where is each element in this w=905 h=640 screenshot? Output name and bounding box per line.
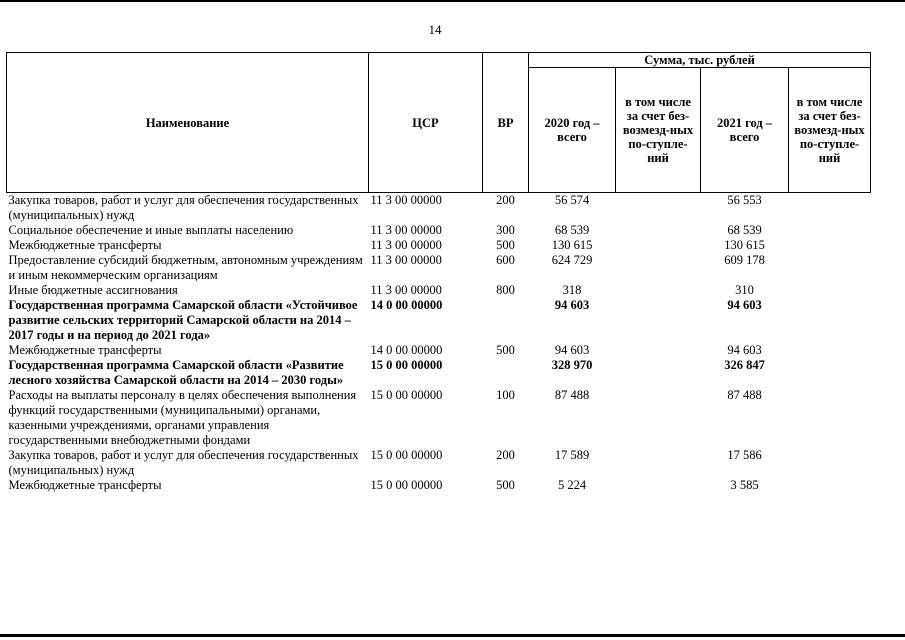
row-2020-total: 94 603 (554, 298, 590, 312)
row-2020-gratuitous (616, 253, 701, 283)
row-2021-total: 130 615 (724, 238, 765, 252)
row-2021-gratuitous (789, 298, 871, 343)
row-csr: 11 3 00 00000 (370, 223, 442, 237)
table-row (7, 478, 871, 493)
row-name: Межбюджетные трансферты (8, 238, 162, 252)
row-vr: 200 (496, 193, 515, 207)
table-row (7, 283, 871, 298)
row-2021-gratuitous (789, 193, 871, 224)
budget-table (6, 52, 871, 493)
row-2020-gratuitous (616, 193, 701, 224)
row-2020-total: 94 603 (554, 343, 590, 357)
row-2020-gratuitous (616, 238, 701, 253)
row-name: Расходы на выплаты персоналу в целях обеспечения выполнения функций государственными (муниципальными) органами, казенными учреждениями, органами управления государственными внебюджетными фондами (8, 388, 357, 447)
row-name: Социальное обеспечение и иные выплаты населению (8, 223, 294, 237)
table-row (7, 253, 871, 283)
row-name: Закупка товаров, работ и услуг для обеспечения государственных (муниципальных) нужд (8, 448, 359, 477)
header-name: Наименование (7, 53, 369, 193)
table-row (7, 223, 871, 238)
table-row (7, 193, 871, 224)
table-row (7, 298, 871, 343)
row-2021-total: 17 586 (727, 448, 762, 462)
row-vr: 500 (496, 238, 515, 252)
row-vr (483, 358, 529, 388)
row-2021-total: 326 847 (724, 358, 765, 372)
row-2020-total: 328 970 (551, 358, 593, 372)
table-row (7, 388, 871, 448)
row-name: Закупка товаров, работ и услуг для обеспечения государственных (муниципальных) нужд (8, 193, 359, 222)
header-2020-gratuitous: в том числе за счет без-возмезд-ных по-ступле-ний (616, 68, 701, 193)
row-2020-gratuitous (616, 223, 701, 238)
row-name: Иные бюджетные ассигнования (8, 283, 178, 297)
row-csr: 14 0 00 00000 (370, 343, 443, 357)
row-2020-gratuitous (616, 448, 701, 478)
row-vr: 500 (496, 343, 515, 357)
row-2020-gratuitous (616, 388, 701, 448)
row-2021-gratuitous (789, 238, 871, 253)
row-vr: 300 (496, 223, 515, 237)
row-2021-gratuitous (789, 358, 871, 388)
bottom-rule (0, 634, 905, 637)
row-2021-total: 87 488 (727, 388, 762, 402)
row-2020-gratuitous (616, 283, 701, 298)
row-name: Межбюджетные трансферты (8, 343, 162, 357)
row-2020-total: 17 589 (554, 448, 590, 462)
row-2021-gratuitous (789, 388, 871, 448)
table-body (7, 193, 871, 494)
row-2021-gratuitous (789, 448, 871, 478)
table-row (7, 343, 871, 358)
row-csr: 11 3 00 00000 (370, 238, 442, 252)
table-header (7, 53, 871, 193)
row-2021-total: 3 585 (730, 478, 759, 492)
header-vr: ВР (483, 53, 529, 193)
row-name: Государственная программа Самарской области «Развитие лесного хозяйства Самарской области на 2014 – 2030 годы» (8, 358, 344, 387)
header-2020-total: 2020 год – всего (529, 68, 616, 193)
row-vr: 800 (496, 283, 515, 297)
row-csr: 11 3 00 00000 (370, 283, 442, 297)
row-csr: 15 0 00 00000 (370, 388, 443, 402)
row-2021-gratuitous (789, 283, 871, 298)
row-csr: 11 3 00 00000 (370, 193, 442, 207)
row-2021-gratuitous (789, 223, 871, 238)
row-2021-gratuitous (789, 253, 871, 283)
table-row (7, 238, 871, 253)
table-row (7, 448, 871, 478)
row-2020-total: 5 224 (557, 478, 587, 492)
header-2021-gratuitous: в том числе за счет без-возмезд-ных по-ступле-ний (789, 68, 871, 193)
header-2021-total: 2021 год – всего (701, 68, 789, 193)
table-row (7, 358, 871, 388)
row-csr: 15 0 00 00000 (370, 358, 443, 372)
row-2020-total: 130 615 (551, 238, 593, 252)
row-2020-total: 318 (562, 283, 582, 297)
row-vr: 600 (496, 253, 515, 267)
row-name: Предоставление субсидий бюджетным, автономным учреждениям и иным некоммерческим организациям (8, 253, 363, 282)
row-csr: 15 0 00 00000 (370, 448, 443, 462)
row-2020-total: 624 729 (551, 253, 593, 267)
row-2020-total: 87 488 (554, 388, 590, 402)
row-2020-gratuitous (616, 478, 701, 493)
row-2021-gratuitous (789, 478, 871, 493)
row-2020-total: 68 539 (554, 223, 590, 237)
row-csr: 11 3 00 00000 (370, 253, 442, 267)
row-2021-total: 56 553 (727, 193, 762, 207)
row-2021-total: 609 178 (724, 253, 765, 267)
row-2020-total: 56 574 (554, 193, 590, 207)
row-2021-total: 310 (735, 283, 754, 297)
row-vr (483, 298, 529, 343)
header-sum: Сумма, тыс. рублей (529, 53, 871, 68)
row-csr: 14 0 00 00000 (370, 298, 443, 312)
page-number: 14 (428, 22, 442, 37)
row-2021-total: 94 603 (727, 343, 762, 357)
row-2020-gratuitous (616, 298, 701, 343)
row-vr: 200 (496, 448, 515, 462)
row-2020-gratuitous (616, 343, 701, 358)
row-vr: 500 (496, 478, 515, 492)
row-2021-total: 94 603 (727, 298, 762, 312)
row-2021-total: 68 539 (727, 223, 762, 237)
row-vr: 100 (496, 388, 515, 402)
row-2021-gratuitous (789, 343, 871, 358)
top-rule (0, 0, 905, 2)
row-name: Межбюджетные трансферты (8, 478, 162, 492)
header-csr: ЦСР (369, 53, 483, 193)
row-2020-gratuitous (616, 358, 701, 388)
row-csr: 15 0 00 00000 (370, 478, 443, 492)
row-name: Государственная программа Самарской области «Устойчивое развитие сельских территорий Самарской области на 2014 – 2017 годы и на период до 2021 года» (8, 298, 358, 342)
